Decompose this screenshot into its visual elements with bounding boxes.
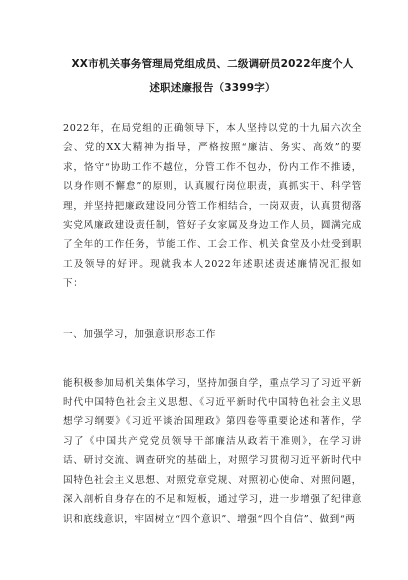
intro-paragraph: 2022年，在局党组的正确领导下，本人坚持以党的十九届六次全会、党的XX大精神为指导，严格按照“廉洁、务实、高效”的要求，恪守“协助工作不越位，分管工作不包办，份内工作不推诿，以身作则不懈怠”的原则，认真履行岗位职责，真抓实干、科学管理，并坚持把廉政建设同分管工作相结合，一岗双责，认真贯彻落实党风廉政建设责任制，管好子女家属及身边工作人员，圆满完成了全年的工作任务，节能工作、工会工作、机关食堂及小灶受到职工及领导的好评。现就我本人2022年述职述责述廉情况汇报如下：	[63, 123, 362, 290]
title-line-1: XX市机关事务管理局党组成员、二级调研员2022年度个人	[71, 58, 354, 70]
section-heading-1: 一、加强学习，加强意识形态工作	[63, 328, 216, 340]
title-line-2: 述职述廉报告（3399字）	[149, 82, 276, 94]
section-1-paragraph: 能积极参加局机关集体学习，坚持加强自学，重点学习了习近平新时代中国特色社会主义思想、《习近平新时代中国特色社会主义思想学习纲要》《习近平谈治国理政》第四卷等重要论述和著作，学习了《中国共产党党员领导干部廉洁从政若干准则》，在学习讲话、研讨交流、调查研究的基础上，对照学习贯彻习近平新时代中国特色社会主义思想、对照党章党规、对照初心使命、对照问题，深入剖析自身存在的不足和短板，通过学习，进一步增强了纪律意识和底线意识，牢固树立“四个意识”、增强“四个自信”、做到“两	[63, 377, 362, 525]
document-title	[63, 52, 362, 100]
